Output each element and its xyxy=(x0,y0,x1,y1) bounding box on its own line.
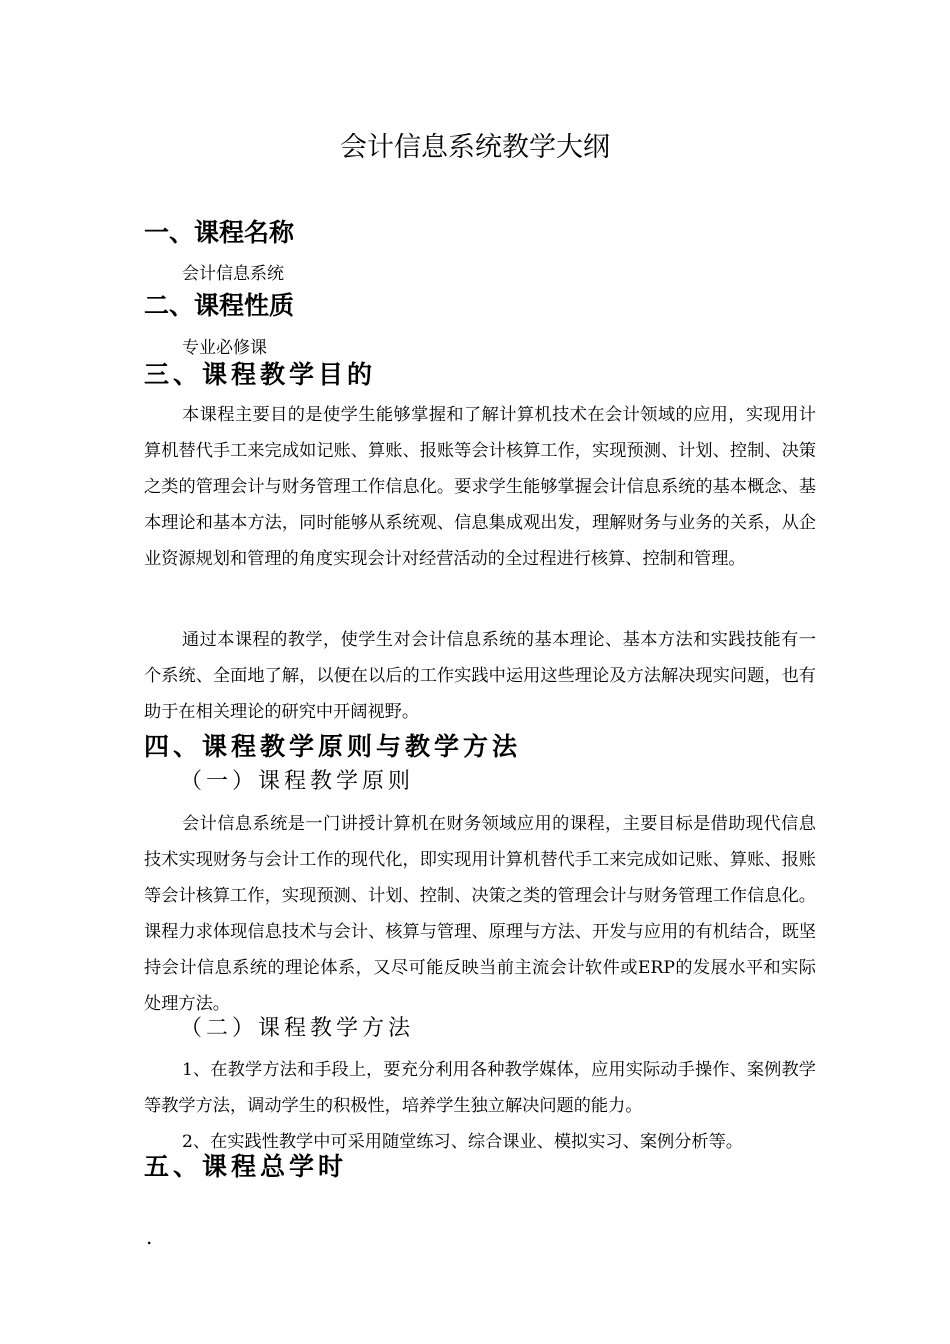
principles-paragraph: 会计信息系统是一门讲授计算机在财务领域应用的课程，主要目标是借助现代信息技术实现财务与会计工作的现代化，即实现用计算机替代手工来完成如记账、算账、报账等会计核算工作，实现预测、计划、控制、决策之类的管理会计与财务管理工作信息化。课程力求体现信息技术与会计、核算与管理、原理与方法、开发与应用的有机结合，既坚持会计信息系统的理论体系，又尽可能反映当前主流会计软件或ERP的发展水平和实际处理方法。 xyxy=(144,814,816,1014)
subsection-heading-principles: （一）课程教学原则 xyxy=(180,769,415,794)
section-heading-course-name: 一、课程名称 xyxy=(144,218,295,247)
document-title: 会计信息系统教学大纲 xyxy=(340,132,610,163)
footer-mark: . xyxy=(146,1225,153,1249)
section-heading-course-nature: 二、课程性质 xyxy=(144,291,295,320)
section-heading-teaching-purpose: 三、课程教学目的 xyxy=(144,360,377,389)
section-heading-total-hours: 五、课程总学时 xyxy=(144,1152,348,1181)
course-name-text: 会计信息系统 xyxy=(182,264,284,284)
methods-item-1: 1、在教学方法和手段上，要充分利用各种教学媒体，应用实际动手操作、案例教学等教学方法，调动学生的积极性，培养学生独立解决问题的能力。 xyxy=(144,1060,816,1116)
methods-item-2: 2、在实践性教学中可采用随堂练习、综合课业、模拟实习、案例分析等。 xyxy=(182,1132,743,1152)
course-nature-text: 专业必修课 xyxy=(182,338,267,358)
purpose-paragraph-1: 本课程主要目的是使学生能够掌握和了解计算机技术在会计领域的应用，实现用计算机替代手工来完成如记账、算账、报账等会计核算工作，实现预测、计划、控制、决策之类的管理会计与财务管理工作信息化。要求学生能够掌握会计信息系统的基本概念、基本理论和基本方法，同时能够从系统观、信息集成观出发，理解财务与业务的关系，从企业资源规划和管理的角度实现会计对经营活动的全过程进行核算、控制和管理。 xyxy=(144,405,816,569)
purpose-paragraph-2: 通过本课程的教学，使学生对会计信息系统的基本理论、基本方法和实践技能有一个系统、全面地了解，以便在以后的工作实践中运用这些理论及方法解决现实问题，也有助于在相关理论的研究中开阔视野。 xyxy=(144,630,816,722)
section-heading-principles-methods: 四、课程教学原则与教学方法 xyxy=(144,732,522,761)
subsection-heading-methods: （二）课程教学方法 xyxy=(180,1016,415,1041)
